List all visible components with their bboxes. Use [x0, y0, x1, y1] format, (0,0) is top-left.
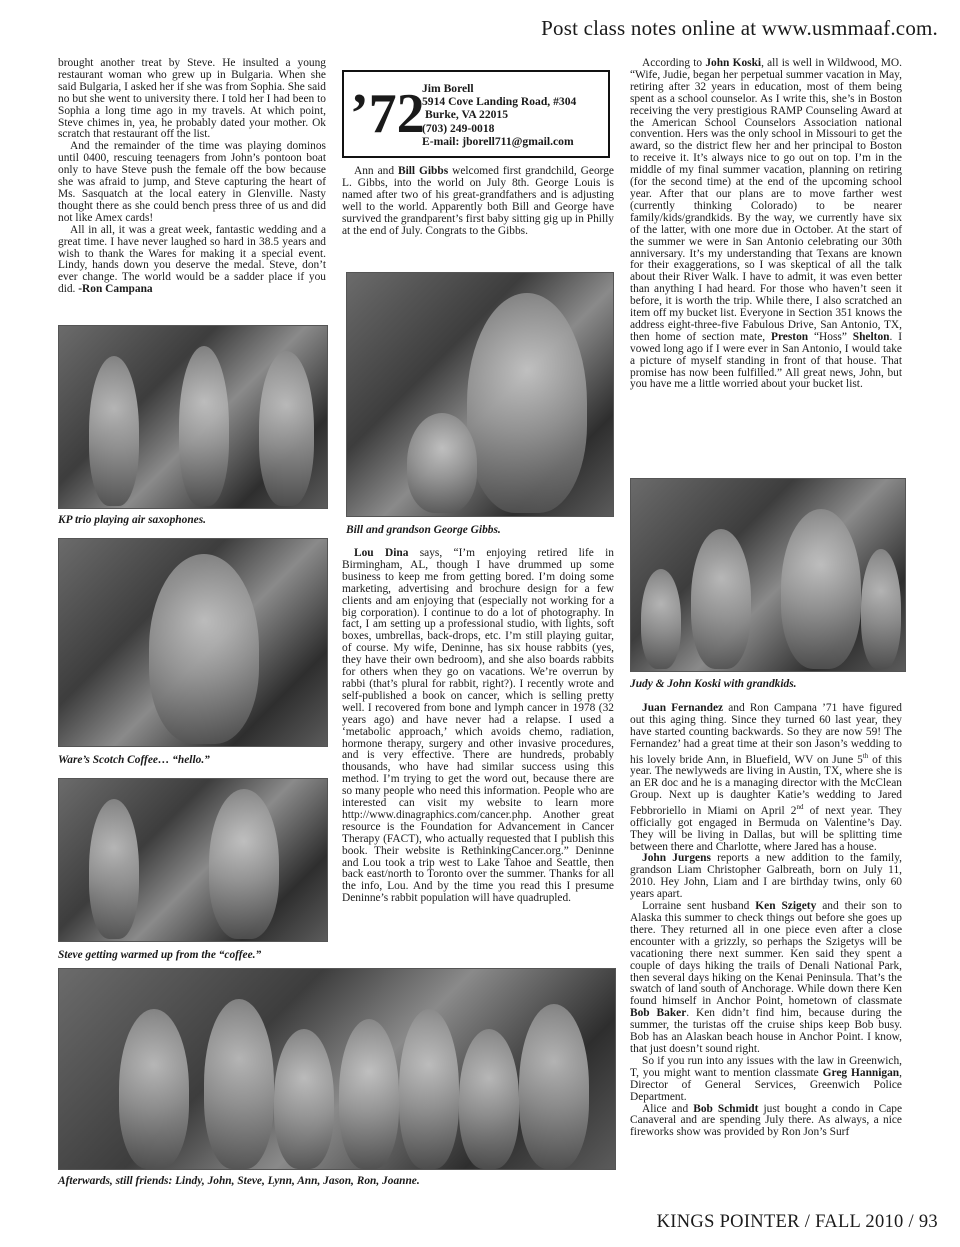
caption-kp-trio: KP trio playing air saxophones.	[58, 514, 206, 526]
paragraph: So if you run into any issues with the law in Greenwich, T, you might want to mention classmate Greg Hannigan, Director of General Services, Greenwich Police Department.	[630, 1054, 902, 1103]
paragraph: Alice and Bob Schmidt just bought a condo in Cape Canaveral and are spending July there. As always, a nice fireworks show was provided by Ron Jon’s Surf	[630, 1102, 903, 1139]
photo-bill-gibbs	[346, 272, 614, 517]
class-contact-info	[422, 82, 576, 148]
paragraph: Lorraine sent husband Ken Szigety and their son to Alaska this summer to check things out before she goes up there. They returned all in one piece even after a close encounter with a grizzly, so perhaps the Szigetys will be vacationing there next summer. Ken said they spent a couple of days hiking the trails of Denali National Park, then several days hiking on the Kenai Peninsula. That’s the swatch of land south of Anchorage. While down there Ken found himself in Anchor Point, hometown of classmate Bob Baker. Ken didn’t find him, because during the summer, the turistas off the cruise ships keep Bob busy. Bob has an Alaskan beach house in Anchor Point. I know, that just doesn’t sound right.	[630, 900, 902, 1055]
contact-address-1: 5914 Cove Landing Road, #304	[422, 95, 577, 109]
class-contact-box	[342, 70, 610, 158]
paragraph: And the remainder of the time was playing dominos until 0400, rescuing teenagers from John’s pontoon boat only to have Steve push the female off the bow because she was afraid to jump, and Steve capturing the heart of Ms. Sasquatch at the local eatery in Glenville. Nasty thought there as she could bench press three of us and did not like Amex cards!	[58, 140, 326, 224]
photo-steve-coffee	[58, 778, 328, 942]
contact-email[interactable]: E-mail: jborell711@gmail.com	[422, 134, 574, 148]
column-2-bottom	[342, 548, 614, 905]
paragraph: Ann and Bill Gibbs welcomed first grandchild, George L. Gibbs, into the world on July 8th. George Louis is named after two of his great-grandfathers and is adjusting well to the world. Apparently both Bill and George have survived the grandparent’s first baby sitting gig up in Philly at the end of July. Congrats to the Gibbs.	[342, 165, 614, 237]
contact-name: Jim Borell	[422, 82, 474, 95]
caption-afterwards: Afterwards, still friends: Lindy, John, Steve, Lynn, Ann, Jason, Ron, Joanne.	[58, 1175, 420, 1187]
column-3-top	[630, 58, 902, 391]
photo-afterwards-group	[58, 968, 616, 1170]
column-1	[58, 58, 326, 296]
header-url: Post class notes online at www.usmmaaf.com.	[541, 16, 938, 40]
paragraph: Juan Fernandez and Ron Campana ’71 have figured out this aging thing. Since they turned 60 last year, they have started counting backwards. So they are now 59! The Fernandez’ had a great time at their son Jason’s wedding to his lovely bride Ann, in Bluefield, WV on June 5th of this year. The newlyweds are living in Austin, TX, where she is an ER doc and he is a managing director with the McClean Group. Next up is daughter Katie’s wedding to Jared Febbroriello in Miami on April 2nd of next year. They officially got engaged in Bermuda on Valentine’s Day. They will be living in Dallas, but will be splitting time between there and Charlotte, where Jared has a house.	[630, 702, 903, 853]
paragraph: According to John Koski, all is well in Wildwood, MO. “Wife, Judie, began her perpetual summer vacation in May, retiring after 32 years in education, most of them being spent as a school counselor. As I write this, she’s in Boston receiving the very prestigious RAMP Counseling Award at the American School Counselors Association national convention. Hers was the only school in Missouri to get the award, so the district flew her and her principal to Boston to receive it. It’s always nice to go out on top. I’m in the middle of my final summer vacation, planning on retiring (for the second time) at the end of the upcoming school year. After that our plans are to move farther west (currently thinking Colorado) to be nearer family/kids/grandkids. By the way, we currently have six of the latter, with one more due in October. At the start of the summer we were in San Antonio celebrating our 30th anniversary. It’s my understanding that Texans are known for their exaggerations, so I was skeptical of all the talk about their River Walk. I have to admit, it was even better than anything I had heard. For those who haven’t seen it before, it is worth the trip. While there, I also scratched an item off my bucket list. Everyone in Section 351 knows the address eight-three-five Fabulous Drive, San Antonio, TX, then home of section mate, Preston “Hoss” Shelton. I vowed long ago if I were ever in San Antonio, I would take a picture of myself standing in front of that house. That promise has now been fulfilled.” All great news, John, but you have me a little worried about your bucket list.	[630, 57, 902, 391]
paragraph: All in all, it was a great week, fantastic wedding and a great time. I have never laughed so hard in 38.5 years and wish to thank the Wares for making it a special event. Lindy, hands down you deserve the medal. Steve, don’t ever change. The world would be a sadder place if you did. -Ron Campana	[58, 223, 326, 296]
photo-koski-family	[630, 478, 906, 672]
paragraph: John Jurgens reports a new addition to the family, grandson Liam Christopher Galbreath, born on July 11, 2010. Hey John, Liam and I are birthday twins, only 60 years apart.	[630, 852, 903, 901]
caption-steve-coffee: Steve getting warmed up from the “coffee.”	[58, 949, 262, 961]
caption-koski: Judy & John Koski with grandkids.	[630, 678, 797, 690]
column-2-top	[342, 166, 614, 237]
paragraph: Lou Dina says, “I’m enjoying retired life in Birmingham, AL, though I have drummed up some business to keep me from getting bored. I’m doing some marketing, advertising and brochure design for a few clients and am enjoying that (especially not working for a big corporation). I continue to do a lot of photography. In fact, I am setting up a professional studio, with lights, soft boxes, umbrellas, back-drops, etc. I’m still playing guitar, of course. My wife, Deninne, has six house rabbits (yes, they have their own bedroom), and she also boards rabbits for others when they go on vacations. We’re overrun by rabbi (that’s plural for rabbit, right?). I recently wrote and self-published a book on cancer, which is selling pretty well. I recovered from bone and lymph cancer in 1978 (32 years ago) and have never had a relapse. I used a ‘metabolic approach,’ which avoids chemo, radiation, hormone therapy, surgery and other invasive procedures, and is very effective. There are hundreds, probably thousands, who have had similar success using this method. I’m trying to get the word out, because there are so many people who need this information. People who are interested can visit my website to learn more http://www.dinagraphics.com/cancer.php. Another great resource is the Foundation for Advancement in Cancer Therapy (FACT), who actually requested that I publish this book. Their website is RethinkingCancer.org.” Deninne and Lou took a trip west to Lake Tahoe and Seattle, then back east/north to Toronto over the summer. Thanks for all the info, Lou. And by the time you read this I presume Deninne’s rabbit population will have quadrupled.	[342, 547, 614, 905]
photo-kp-trio	[58, 325, 328, 509]
column-3-bottom	[630, 703, 902, 1139]
contact-address-2: Burke, VA 22015	[425, 108, 509, 122]
caption-scotch-coffee: Ware’s Scotch Coffee… “hello.”	[58, 754, 210, 766]
class-year: ’72	[350, 83, 425, 145]
contact-phone: (703) 249-0018	[422, 121, 495, 135]
paragraph: brought another treat by Steve. He insulted a young restaurant woman who grew up in Bulgaria. When she said Bulgaria, I asked her if she was from Sophia. She said no but she went to university there. I told her I had been to Sophia a long time ago in my travels. At which point, Steve chimes in, yea, he probably dated your mother. Ok scratch that restaurant off the list.	[58, 57, 326, 141]
caption-bill-gibbs: Bill and grandson George Gibbs.	[346, 524, 501, 536]
page-footer: KINGS POINTER / FALL 2010 / 93	[656, 1212, 938, 1232]
photo-scotch-coffee	[58, 538, 328, 747]
